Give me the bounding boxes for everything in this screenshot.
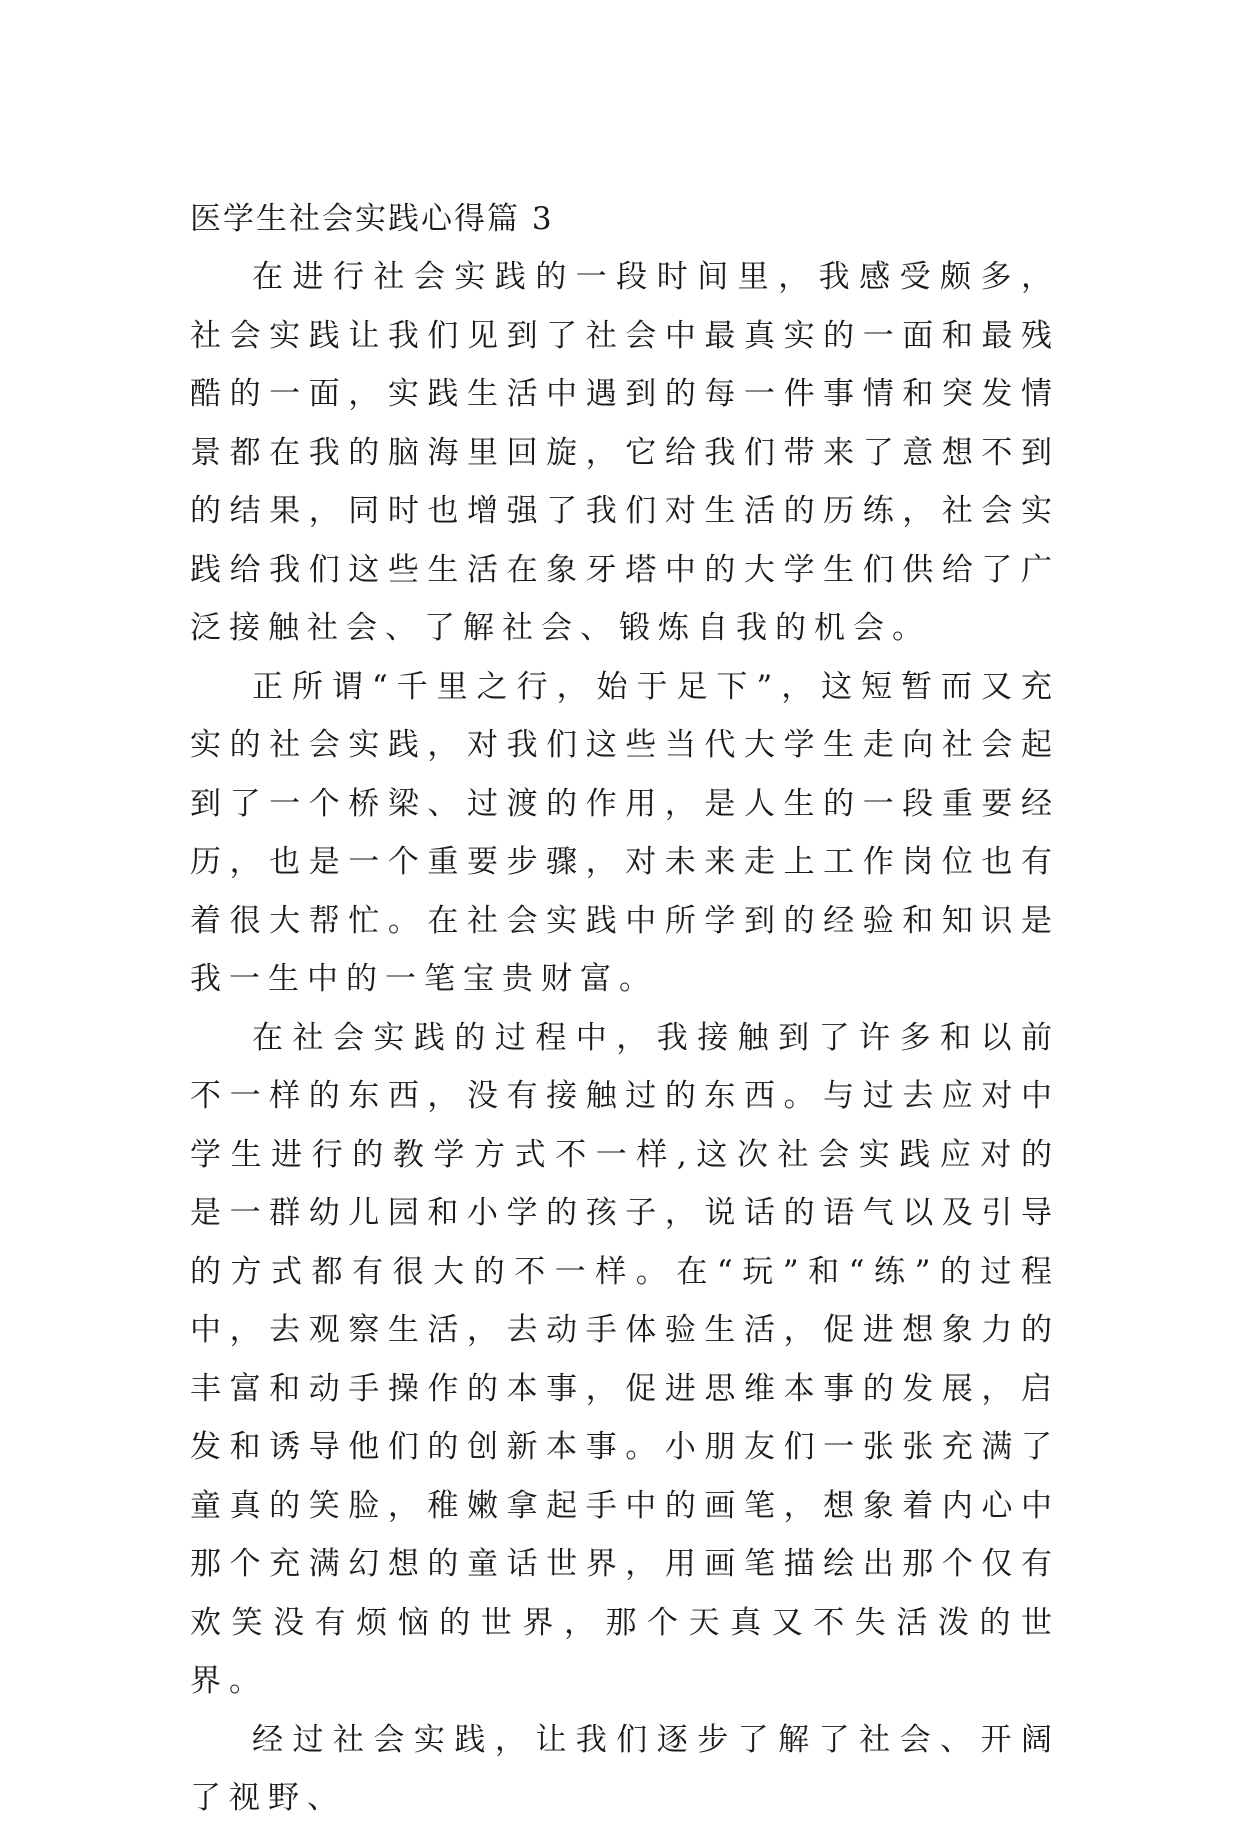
paragraph-1: 在进行社会实践的一段时间里，我感受颇多，社会实践让我们见到了社会中最真实的一面和最残酷的一面，实践生活中遇到的每一件事情和突发情景都在我的脑海里回旋，它给我们带来了意想不到的结果，同时也增强了我们对生活的历练，社会实践给我们这些生活在象牙塔中的大学生们供给了广泛接触社会、了解社会、锻炼自我的机会。 bbox=[190, 259, 1060, 646]
document-title: 医学生社会实践心得篇 3 bbox=[190, 201, 554, 237]
paragraph-4: 经过社会实践，让我们逐步了解了社会、开阔了视野、 bbox=[190, 1721, 1060, 1816]
paragraph-2: 正所谓“千里之行，始于足下”，这短暂而又充实的社会实践，对我们这些当代大学生走向社会起到了一个桥梁、过渡的作用，是人生的一段重要经历，也是一个重要步骤，对未来走上工作岗位也有着很大帮忙。在社会实践中所学到的经验和知识是我一生中的一笔宝贵财富。 bbox=[190, 668, 1060, 997]
document-page bbox=[190, 190, 1060, 1828]
paragraph-3: 在社会实践的过程中，我接触到了许多和以前不一样的东西，没有接触过的东西。与过去应对中学生进行的教学方式不一样,这次社会实践应对的是一群幼儿园和小学的孩子，说话的语气以及引导的方式都有很大的不一样。在“玩”和“练”的过程中，去观察生活，去动手体验生活，促进想象力的丰富和动手操作的本事，促进思维本事的发展，启发和诱导他们的创新本事。小朋友们一张张充满了童真的笑脸，稚嫩拿起手中的画笔，想象着内心中那个充满幻想的童话世界，用画笔描绘出那个仅有欢笑没有烦恼的世界，那个天真又不失活泼的世界。 bbox=[190, 1019, 1060, 1699]
